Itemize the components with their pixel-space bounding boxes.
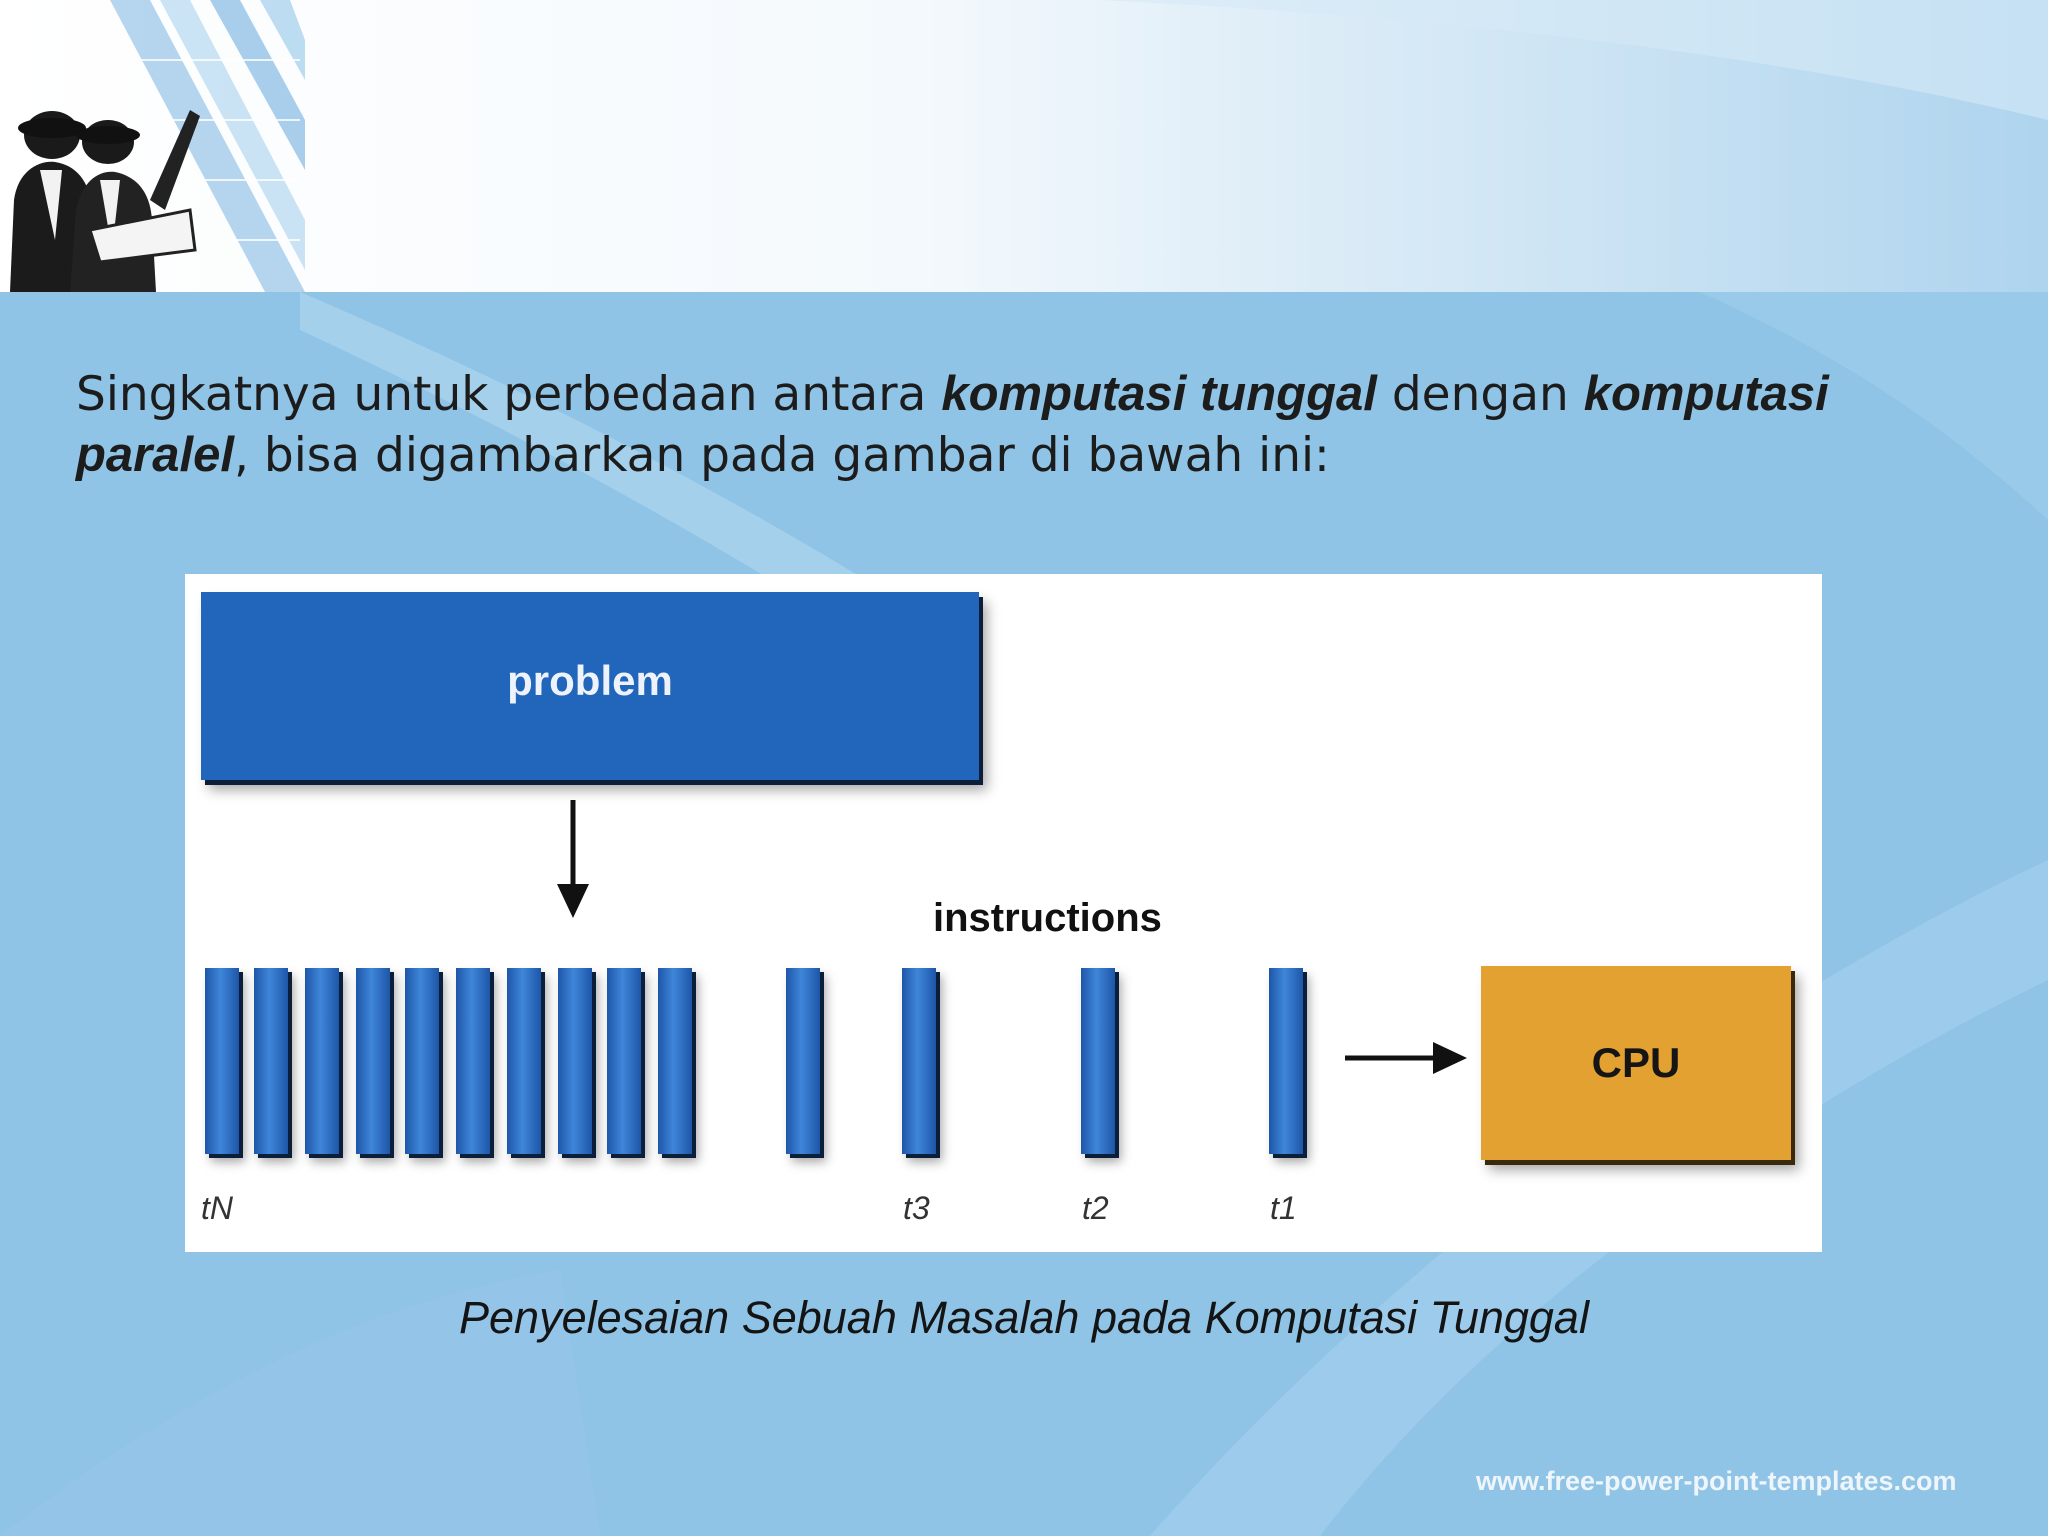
figure-caption: Penyelesaian Sebuah Masalah pada Komputasi Tunggal bbox=[459, 1292, 1589, 1343]
intro-text-1: Singkatnya untuk perbedaan antara bbox=[76, 367, 942, 422]
term-parallel-computing: komputasi paralel bbox=[76, 367, 1829, 482]
problem-label: problem bbox=[507, 657, 673, 704]
instruction-bar bbox=[786, 968, 820, 1154]
time-label-tN: tN bbox=[201, 1190, 233, 1226]
term-single-computing: komputasi tunggal bbox=[941, 367, 1377, 421]
instruction-bar bbox=[1269, 968, 1303, 1154]
cpu-box bbox=[1481, 966, 1791, 1160]
footer-url: www.free-power-point-templates.com bbox=[1476, 1466, 1957, 1496]
time-label-t2: t2 bbox=[1082, 1190, 1109, 1226]
instruction-bar bbox=[607, 968, 641, 1154]
right-arrow-icon bbox=[1345, 1038, 1469, 1078]
intro-text-2: dengan bbox=[1376, 367, 1584, 422]
intro-text-3: , bisa digambarkan pada gambar di bawah ini: bbox=[233, 428, 1330, 483]
time-label-t1: t1 bbox=[1270, 1190, 1297, 1226]
instruction-bar bbox=[405, 968, 439, 1154]
down-arrow-icon bbox=[555, 800, 591, 920]
instructions-label: instructions bbox=[933, 896, 1162, 940]
instruction-bar bbox=[205, 968, 239, 1154]
instruction-bar bbox=[456, 968, 490, 1154]
serial-computing-diagram bbox=[185, 574, 1822, 1252]
instruction-bar bbox=[658, 968, 692, 1154]
intro-paragraph bbox=[76, 364, 1976, 486]
problem-box bbox=[201, 592, 979, 780]
instruction-bar bbox=[558, 968, 592, 1154]
instruction-bar bbox=[356, 968, 390, 1154]
instruction-bar bbox=[902, 968, 936, 1154]
instruction-bar bbox=[305, 968, 339, 1154]
cpu-label: CPU bbox=[1591, 1039, 1681, 1086]
instruction-bar bbox=[254, 968, 288, 1154]
time-label-t3: t3 bbox=[903, 1190, 930, 1226]
engineers-logo-illustration bbox=[0, 0, 320, 292]
instruction-bar bbox=[507, 968, 541, 1154]
instruction-bar bbox=[1081, 968, 1115, 1154]
